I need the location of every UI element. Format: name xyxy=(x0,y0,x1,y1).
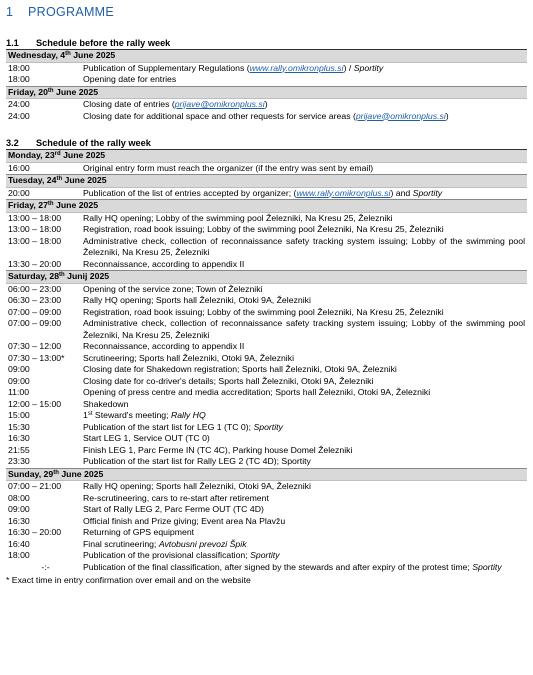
schedule-row xyxy=(6,493,527,505)
schedule-description xyxy=(83,353,527,365)
text-segment: Re-scrutineering, cars to re-start after retirement xyxy=(83,492,269,503)
text-segment: Publication of the list of entries accepted by organizer; ( xyxy=(83,187,297,198)
text-segment: Scrutineering; Sports hall Železniki, Otoki 9A, Železniki xyxy=(83,352,295,363)
day-ordinal: th xyxy=(53,469,59,476)
italic-text: Avtobusni prevozi Špik xyxy=(158,538,247,549)
text-segment: Finish LEG 1, Parc Ferme IN (TC 4C), Parking house Domel Železniki xyxy=(83,444,353,455)
italic-text: Rally HQ xyxy=(170,410,206,420)
schedule-time: -:- xyxy=(41,561,50,572)
schedule-time: 24:00 xyxy=(8,99,30,109)
text-segment: Publication of the final classification, after signed by the stewards and after expiry of the protest time; xyxy=(83,561,473,572)
italic-text: Sportity xyxy=(472,561,502,572)
schedule-row xyxy=(6,364,527,376)
schedule-time: 06:30 – 23:00 xyxy=(8,295,62,305)
schedule-description xyxy=(83,188,527,200)
schedule-time: 09:00 xyxy=(8,375,30,386)
schedule-description xyxy=(83,307,527,319)
schedule-description xyxy=(83,504,527,516)
text-segment: Rally HQ opening; Lobby of the swimming pool Železniki, Na Kresu 25, Železniki xyxy=(83,212,393,223)
schedule-time: 18:00 xyxy=(8,62,30,73)
text-segment: 1 xyxy=(83,410,88,420)
day-label: Saturday, 28 xyxy=(8,271,60,281)
text-segment: Reconnaissance, according to appendix II xyxy=(83,341,245,351)
schedule-description xyxy=(83,410,527,422)
section-title xyxy=(6,137,527,149)
schedule-description xyxy=(83,562,527,574)
schedule-time: 11:00 xyxy=(8,387,30,397)
text-segment: Publication of Supplementary Regulations ( xyxy=(83,62,250,73)
schedule-description xyxy=(83,99,527,111)
day-month-year: Junij 2025 xyxy=(64,271,110,281)
website-link[interactable]: www.rally.omikronplus.si xyxy=(249,62,344,73)
schedule-time: 09:00 xyxy=(8,504,30,514)
day-ordinal: th xyxy=(47,87,54,94)
schedule-row xyxy=(6,284,527,296)
day-header xyxy=(6,149,527,163)
schedule-row xyxy=(6,188,527,200)
schedule-time: 13:00 – 18:00 xyxy=(8,235,62,246)
day-label: Monday, 23 xyxy=(8,150,55,160)
text-segment: ) / xyxy=(343,62,354,73)
schedule-time: 07:00 – 09:00 xyxy=(8,318,62,328)
schedule-description xyxy=(83,433,527,445)
schedule-time: 24:00 xyxy=(8,110,30,121)
text-segment: Registration, road book issuing; Lobby of the swimming pool Železniki, Na Kresu 25, Železniki xyxy=(83,224,444,234)
text-segment: Administrative check, collection of reconnaissance safety tracking system issuing; Lobby of the swimming pool Železniki, Na Kresu 25, Železniki xyxy=(83,318,525,340)
schedule-row xyxy=(6,481,527,493)
schedule-row xyxy=(6,111,527,123)
text-segment: Shakedown xyxy=(83,398,129,409)
ordinal-suffix: st xyxy=(87,411,93,417)
text-segment: Returning of GPS equipment xyxy=(83,527,195,537)
schedule-description xyxy=(83,422,527,434)
text-segment: Closing date for co-driver's details; Sports hall Železniki, Otoki 9A, Železniki xyxy=(83,375,374,386)
schedule-row xyxy=(6,99,527,111)
schedule-row xyxy=(6,433,527,445)
schedule-description xyxy=(83,481,527,493)
text-segment: Reconnaissance, according to appendix II xyxy=(83,258,245,269)
schedule-row xyxy=(6,550,527,562)
programme-page xyxy=(0,4,533,587)
schedule-description xyxy=(83,399,527,411)
website-link[interactable]: prijave@omikronplus.si xyxy=(355,110,446,121)
text-segment: Start LEG 1, Service OUT (TC 0) xyxy=(83,433,210,443)
day-month-year: June 2025 xyxy=(53,86,99,97)
text-segment: Administrative check, collection of reconnaissance safety tracking system issuing; Lobby of the swimming pool Železniki, Na Kresu 25, Železniki xyxy=(83,235,525,257)
schedule-row xyxy=(6,307,527,319)
schedule-description xyxy=(83,387,527,399)
schedule-description xyxy=(83,111,527,123)
day-ordinal: th xyxy=(47,201,54,207)
text-segment: Closing date for Shakedown registration; Sports hall Železniki, Otoki 9A, Železniki xyxy=(83,364,397,374)
schedule-description xyxy=(83,516,527,528)
text-segment: Official finish and Prize giving; Event area Na Plavžu xyxy=(83,515,286,526)
schedule-description xyxy=(83,74,527,86)
text-segment: Publication of the start list for Rally LEG 2 (TC 4D); Sportity xyxy=(83,456,311,466)
schedule-description xyxy=(83,550,527,562)
section-number: 3.2 xyxy=(6,138,19,148)
text-segment: ) xyxy=(445,110,449,121)
schedule-time: 16:30 xyxy=(8,515,30,526)
schedule-row xyxy=(6,562,527,574)
text-segment: Opening of press centre and media accreditation; Sports hall Železniki, Otoki 9A, Železniki xyxy=(83,387,431,397)
day-header xyxy=(6,86,527,100)
schedule-row xyxy=(6,318,527,341)
schedule-row xyxy=(6,341,527,353)
text-segment: Final scrutineering; xyxy=(83,538,159,549)
schedule-time: 16:00 xyxy=(8,162,30,173)
schedule-row xyxy=(6,63,527,75)
section-number: 1.1 xyxy=(6,38,19,48)
text-segment: Closing date of entries ( xyxy=(83,99,175,109)
schedule-row xyxy=(6,259,527,271)
schedule-row xyxy=(6,74,527,86)
schedule-row xyxy=(6,295,527,307)
schedule-description xyxy=(83,295,527,307)
schedule-row xyxy=(6,422,527,434)
text-segment: Opening date for entries xyxy=(83,74,177,84)
schedule-time: 15:00 xyxy=(8,410,30,420)
schedule-description xyxy=(83,63,527,75)
schedule-row xyxy=(6,376,527,388)
schedule-description xyxy=(83,445,527,457)
day-label: Tuesday, 24 xyxy=(8,175,57,185)
schedule-time: 07:00 – 09:00 xyxy=(8,306,62,317)
day-month-year: June 2025 xyxy=(70,50,116,60)
schedule-time: 16:30 – 20:00 xyxy=(8,527,62,537)
schedule-row xyxy=(6,516,527,528)
schedule-description xyxy=(83,493,527,505)
text-segment: Rally HQ opening; Sports hall Železniki, Otoki 9A, Železniki xyxy=(83,295,311,305)
schedule-row xyxy=(6,236,527,259)
day-ordinal: th xyxy=(65,51,71,57)
schedule-description xyxy=(83,376,527,388)
website-link[interactable]: prijave@omikronplus.si xyxy=(174,99,265,109)
text-segment: Publication of the provisional classification; xyxy=(83,550,251,560)
schedule-description xyxy=(83,318,527,341)
day-header xyxy=(6,468,527,482)
page-title xyxy=(6,4,527,20)
schedule-time: 08:00 xyxy=(8,492,30,503)
section-title-text: Schedule of the rally week xyxy=(36,138,151,148)
schedule-time: 12:00 – 15:00 xyxy=(8,398,62,409)
day-month-year: June 2025 xyxy=(53,200,99,210)
schedule-time: 23:30 xyxy=(8,456,30,466)
day-month-year: June 2025 xyxy=(62,175,107,185)
day-header xyxy=(6,199,527,213)
schedule-time: 16:30 xyxy=(8,433,30,443)
schedule-row xyxy=(6,399,527,411)
schedule-time: 18:00 xyxy=(8,550,30,560)
day-label: Wednesday, 4 xyxy=(8,50,66,60)
schedule-description xyxy=(83,539,527,551)
schedule-description xyxy=(83,456,527,468)
day-header xyxy=(6,49,527,63)
schedule-row xyxy=(6,224,527,236)
schedule-time: 20:00 xyxy=(8,187,30,198)
section-title-text: Schedule before the rally week xyxy=(36,38,171,48)
day-month-year: June 2025 xyxy=(60,150,106,160)
italic-text: Sportity xyxy=(353,62,384,73)
schedule-row xyxy=(6,539,527,551)
day-ordinal: th xyxy=(59,272,65,278)
schedule-row xyxy=(6,387,527,399)
schedule-time: 13:00 – 18:00 xyxy=(8,212,62,223)
day-header xyxy=(6,174,527,188)
schedule-row xyxy=(6,213,527,225)
day-header xyxy=(6,270,527,284)
schedule-time: 13:30 – 20:00 xyxy=(8,258,62,269)
text-segment: Publication of the start list for LEG 1 (TC 0); xyxy=(83,421,254,432)
schedule-row xyxy=(6,353,527,365)
italic-text: Sportity xyxy=(412,187,443,198)
schedule-time: 18:00 xyxy=(8,74,30,84)
schedule-row xyxy=(6,163,527,175)
schedule-description xyxy=(83,236,527,259)
schedule-table xyxy=(6,149,527,573)
section-rally-week xyxy=(6,137,527,573)
text-segment: Opening of the service zone; Town of Železniki xyxy=(83,283,263,294)
schedule-row xyxy=(6,410,527,422)
schedule-description xyxy=(83,259,527,271)
schedule-time: 07:30 – 12:00 xyxy=(8,341,62,351)
italic-text: Sportity xyxy=(253,421,283,432)
text-segment: ) xyxy=(264,99,268,109)
text-segment: Start of Rally LEG 2, Parc Ferme OUT (TC 4D) xyxy=(83,504,264,514)
schedule-table xyxy=(6,49,527,122)
page-title-text: PROGRAMME xyxy=(28,5,115,19)
schedule-time: 07:30 – 13:00* xyxy=(8,352,65,363)
text-segment: Registration, road book issuing; Lobby of the swimming pool Železniki, Na Kresu 25, Železniki xyxy=(83,306,444,317)
schedule-time: 15:30 xyxy=(8,421,30,432)
page-title-number: 1 xyxy=(6,5,14,19)
schedule-description xyxy=(83,364,527,376)
schedule-time: 09:00 xyxy=(8,364,30,374)
schedule-time: 07:00 – 21:00 xyxy=(8,481,62,491)
schedule-description xyxy=(83,284,527,296)
day-label: Sunday, 29 xyxy=(8,468,54,479)
schedule-description xyxy=(83,527,527,539)
section-before-rally-week xyxy=(6,37,527,122)
day-month-year: June 2025 xyxy=(58,468,104,479)
day-ordinal: th xyxy=(56,176,63,182)
text-segment: Original entry form must reach the organizer (if the entry was sent by email) xyxy=(83,162,374,173)
text-segment: Closing date for additional space and other requests for service areas ( xyxy=(83,110,356,121)
schedule-row xyxy=(6,527,527,539)
schedule-description xyxy=(83,341,527,353)
italic-text: Sportity xyxy=(250,550,280,560)
text-segment: Steward's meeting; xyxy=(92,410,171,420)
schedule-time: 16:40 xyxy=(8,538,30,549)
footnote: * Exact time in entry confirmation over email and on the website xyxy=(6,575,251,585)
day-label: Friday, 27 xyxy=(8,200,48,210)
schedule-row xyxy=(6,445,527,457)
schedule-row xyxy=(6,456,527,468)
day-ordinal: rd xyxy=(54,151,61,157)
schedule-description xyxy=(83,163,527,175)
schedule-row xyxy=(6,504,527,516)
schedule-time: 06:00 – 23:00 xyxy=(8,283,62,294)
text-segment: ) and xyxy=(390,187,413,198)
website-link[interactable]: www.rally.omikronplus.si xyxy=(296,187,391,198)
section-title xyxy=(6,37,527,49)
schedule-description xyxy=(83,213,527,225)
schedule-time: 13:00 – 18:00 xyxy=(8,224,62,234)
schedule-time: 21:55 xyxy=(8,444,30,455)
schedule-description xyxy=(83,224,527,236)
day-label: Friday, 20 xyxy=(8,86,48,97)
text-segment: Rally HQ opening; Sports hall Železniki, Otoki 9A, Železniki xyxy=(83,481,311,491)
